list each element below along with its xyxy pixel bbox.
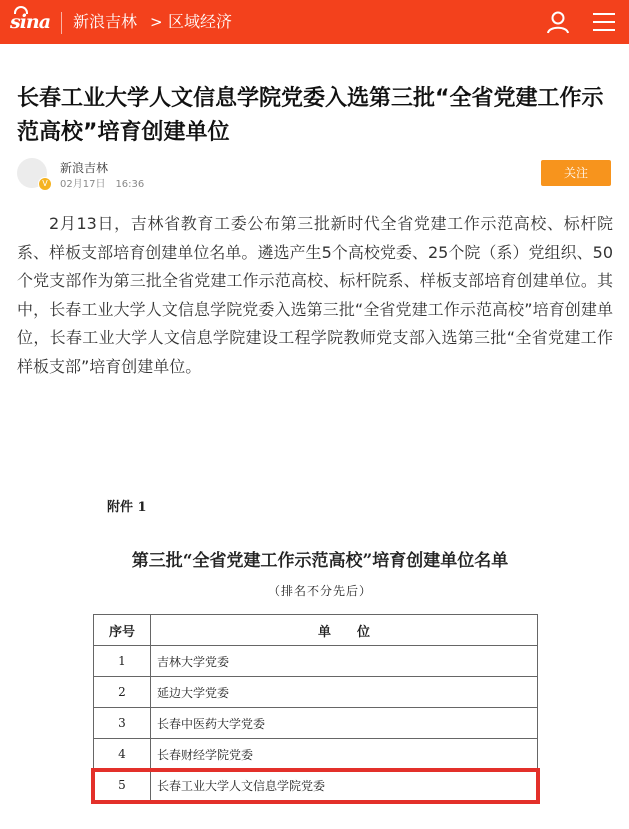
- sina-logo[interactable]: [10, 9, 52, 35]
- document-subtitle: （排名不分先后）: [267, 584, 372, 598]
- author-name[interactable]: 新浪吉林: [60, 161, 109, 175]
- row-number: 2: [94, 677, 151, 708]
- row-unit: 长春财经学院党委: [151, 739, 538, 770]
- verified-badge-icon: V: [38, 177, 52, 191]
- row-number: 1: [94, 646, 151, 677]
- row-unit: 长春中医药大学党委: [151, 708, 538, 739]
- document-title: 第三批“全省党建工作示范高校”培育创建单位名单: [131, 551, 509, 571]
- row-number: 5: [94, 770, 151, 801]
- row-unit: 吉林大学党委: [151, 646, 538, 677]
- menu-icon[interactable]: [593, 12, 615, 32]
- row-number: 3: [94, 708, 151, 739]
- publish-date: 02月17日 16:36: [60, 179, 145, 190]
- user-icon[interactable]: [546, 10, 570, 34]
- row-unit: 长春工业大学人文信息学院党委: [151, 770, 538, 801]
- row-number: 4: [94, 739, 151, 770]
- breadcrumb-separator-icon: >: [150, 13, 163, 31]
- breadcrumb-current-link[interactable]: 区域经济: [168, 12, 233, 31]
- article-body: 2月13日，吉林省教育工委公布第三批新时代全省党建工作示范高校、标杆院系、样板支部培育创建单位名单。遴选产生5个高校党委、25个院（系）党组织、50个党支部作为第三批全省党建工作示范高校、标杆院系、样板支部培育创建单位。其中，长春工业大学人文信息学院党委入选第三批“全省党建工作示范高校”培育创建单位，长春工业大学人文信息学院建设工程学院教师党支部入选第三批“全省党建工作样板支部”培育创建单位。: [17, 214, 613, 376]
- follow-button[interactable]: 关注: [541, 160, 611, 186]
- table-row: [94, 739, 538, 770]
- sina-logo-eye-icon: [14, 6, 28, 14]
- sina-logo-text: sina: [10, 11, 51, 33]
- column-header-unit: 单 位: [151, 615, 538, 646]
- table-row: [94, 708, 538, 739]
- row-unit: 延边大学党委: [151, 677, 538, 708]
- column-header-number: 序号: [94, 615, 151, 646]
- top-navigation-bar: [0, 0, 629, 44]
- table-row: [94, 677, 538, 708]
- header-divider: [61, 12, 62, 34]
- highlight-box: [91, 768, 540, 804]
- table-header-row: [94, 615, 538, 646]
- table-row: [94, 646, 538, 677]
- attachment-label: 附件 1: [107, 500, 147, 515]
- breadcrumb-home-link[interactable]: 新浪吉林: [73, 12, 138, 31]
- article-title: 长春工业大学人文信息学院党委入选第三批“全省党建工作示范高校”培育创建单位: [17, 86, 604, 145]
